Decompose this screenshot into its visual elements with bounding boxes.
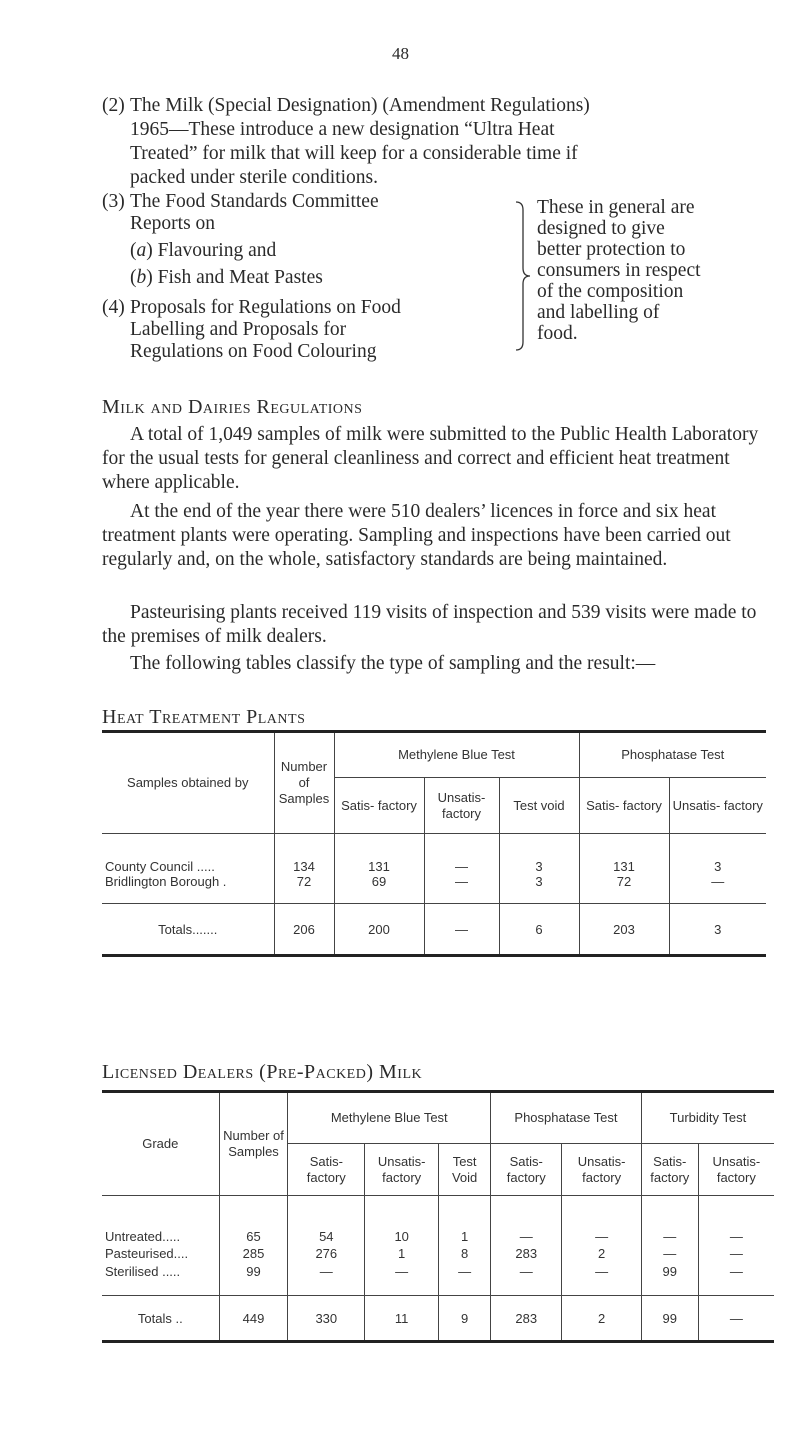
table-cell: —: [562, 1196, 641, 1244]
item-text-line: Fish and Meat Pastes: [157, 267, 323, 288]
row-label: Untreated.....: [102, 1196, 219, 1244]
table-cell: 131: [579, 834, 669, 874]
column-header: Satis- factory: [491, 1144, 562, 1196]
table-cell: 449: [219, 1296, 288, 1342]
licensed-dealers-table: [102, 1090, 774, 1343]
table-cell: 99: [641, 1264, 698, 1296]
item-letter: b: [136, 267, 147, 288]
regulation-item-4: [102, 296, 401, 320]
paragraph: Pasteurising plants received 119 visits of inspection and 539 visits were made to the premises of milk dealers.: [102, 602, 757, 647]
item-number: (4): [102, 297, 125, 318]
totals-row: [102, 904, 766, 956]
item-text-line: Treated” for milk that will keep for a considerable time if: [130, 143, 578, 164]
section-heading-heat-treatment: Heat Treatment Plants: [102, 706, 306, 728]
table-cell: —: [439, 1264, 491, 1296]
column-header: Grade: [102, 1092, 219, 1196]
column-header: Satis- factory: [579, 778, 669, 834]
table-cell: 99: [641, 1296, 698, 1342]
table-cell: 8: [439, 1244, 491, 1264]
table-cell: 276: [288, 1244, 365, 1264]
item-text-line: 1965—These introduce a new designation “Ultra Heat: [130, 119, 555, 140]
table-cell: —: [641, 1196, 698, 1244]
item-number: (3): [102, 191, 125, 212]
table-cell: —: [729, 1246, 743, 1261]
table-row: [102, 1244, 774, 1264]
column-header: Test Void: [439, 1144, 491, 1196]
regulation-item-3a: (a) Flavouring and: [130, 240, 277, 261]
table-cell: 3: [714, 858, 722, 874]
item-text-line: Regulations on Food Colouring: [130, 341, 377, 362]
table-cell: 9: [439, 1296, 491, 1342]
curly-brace-graphic: [514, 200, 534, 352]
brace-note-line: of the composition: [537, 281, 684, 302]
column-group-header: Methylene Blue Test: [334, 732, 579, 778]
item-text-line: Flavouring and: [157, 240, 277, 261]
column-group-header: Phosphatase Test: [491, 1092, 642, 1144]
column-group-header: Phosphatase Test: [579, 732, 766, 778]
column-header: Satis- factory: [334, 778, 424, 834]
table-row: [102, 1264, 774, 1296]
column-group-header: Turbidity Test: [641, 1092, 774, 1144]
table-cell: —: [698, 1264, 774, 1296]
paragraph: At the end of the year there were 510 dealers’ licences in force and six heat treatment plants were operating. Sampling and inspections have been carried out regularly and, on the whole, satisfactory standards are being maintained.: [102, 501, 731, 570]
table-cell: 72: [274, 874, 334, 904]
item-text-line: packed under sterile conditions.: [130, 167, 379, 188]
row-label: County Council .....: [102, 834, 274, 874]
table-cell: 99: [219, 1264, 288, 1296]
table-cell: 1: [365, 1244, 439, 1264]
brace-note-line: These in general are: [537, 197, 695, 218]
table-cell: 11: [365, 1296, 439, 1342]
table-cell: —: [365, 1264, 439, 1296]
brace-note-line: food.: [537, 323, 578, 344]
column-header: Unsatis- factory: [562, 1144, 641, 1196]
table-cell: 65: [219, 1196, 288, 1244]
table-cell: —: [641, 1244, 698, 1264]
item-text-line: The Food Standards Committee: [130, 191, 379, 212]
table-cell: —: [729, 1310, 743, 1326]
totals-row: [102, 1296, 774, 1342]
table-row: [102, 1196, 774, 1244]
heat-treatment-table: [102, 730, 766, 957]
table-cell: —: [491, 1196, 562, 1244]
table-cell: 1: [439, 1196, 491, 1244]
column-header: Number of Samples: [219, 1092, 288, 1196]
table-cell: 330: [288, 1296, 365, 1342]
column-header: Unsatis- factory: [669, 778, 766, 834]
table-cell: 131: [334, 834, 424, 874]
column-header: Test void: [499, 778, 579, 834]
page-number: 48: [392, 44, 409, 63]
paragraph: The following tables classify the type of sampling and the result:—: [130, 653, 656, 674]
column-header: Unsatis- factory: [365, 1144, 439, 1196]
table-cell: 69: [334, 874, 424, 904]
brace-note: [537, 197, 777, 344]
column-header: Satis- factory: [641, 1144, 698, 1196]
table-cell: —: [491, 1264, 562, 1296]
table-cell: —: [729, 1228, 743, 1244]
table-cell: 72: [579, 874, 669, 904]
table-cell: 203: [579, 904, 669, 956]
item-text-line: Reports on: [130, 213, 216, 234]
row-label: Totals.......: [102, 904, 274, 956]
table-cell: 134: [274, 834, 334, 874]
paragraph: A total of 1,049 samples of milk were submitted to the Public Health Laboratory for the usual tests for general cleanliness and correct and efficient heat treatment where applicable.: [102, 424, 759, 493]
item-number: (2): [102, 95, 125, 116]
row-label: Pasteurised....: [102, 1244, 219, 1264]
table-cell: 3: [499, 874, 579, 904]
section-heading-licensed-dealers: Licensed Dealers (Pre-Packed) Milk: [102, 1061, 423, 1083]
column-group-header: Methylene Blue Test: [288, 1092, 491, 1144]
table-cell: 285: [219, 1244, 288, 1264]
table-cell: 3: [499, 834, 579, 874]
row-label: Sterilised .....: [102, 1264, 219, 1296]
brace-note-line: and labelling of: [537, 302, 660, 323]
table-cell: 10: [365, 1196, 439, 1244]
item-text-line: The Milk (Special Designation) (Amendment Regulations): [130, 95, 590, 116]
regulation-item-3b: (b) Fish and Meat Pastes: [130, 267, 323, 288]
table-cell: 206: [274, 904, 334, 956]
table-cell: —: [424, 874, 499, 904]
table-cell: 2: [562, 1244, 641, 1264]
table-cell: 6: [499, 904, 579, 956]
brace-note-line: better protection to: [537, 239, 686, 260]
row-label: Bridlington Borough .: [102, 874, 274, 904]
table-cell: 200: [334, 904, 424, 956]
brace-note-line: designed to give: [537, 218, 665, 239]
column-header: Unsatis- factory: [424, 778, 499, 834]
item-text-line: Labelling and Proposals for: [130, 319, 347, 340]
item-letter: a: [136, 240, 147, 261]
table-cell: —: [562, 1264, 641, 1296]
table-cell: 3: [714, 921, 722, 937]
section-heading-milk-dairies: Milk and Dairies Regulations: [102, 396, 363, 418]
table-cell: 283: [491, 1296, 562, 1342]
column-header: Number of Samples: [274, 732, 334, 834]
column-header: Unsatis- factory: [698, 1144, 774, 1196]
column-header: Satis- factory: [288, 1144, 365, 1196]
table-cell: —: [669, 874, 766, 904]
table-cell: —: [424, 834, 499, 874]
table-cell: 283: [491, 1244, 562, 1264]
table-cell: —: [424, 904, 499, 956]
table-row: [102, 874, 766, 904]
table-cell: 54: [288, 1196, 365, 1244]
brace-note-line: consumers in respect: [537, 260, 701, 281]
regulation-item-2: [102, 94, 762, 190]
regulation-item-3: [102, 190, 379, 214]
table-cell: 2: [562, 1296, 641, 1342]
row-label: Totals ..: [102, 1296, 219, 1342]
table-row: [102, 834, 766, 874]
item-text-line: Proposals for Regulations on Food: [130, 297, 401, 318]
column-header: Samples obtained by: [102, 732, 274, 834]
table-cell: —: [288, 1264, 365, 1296]
